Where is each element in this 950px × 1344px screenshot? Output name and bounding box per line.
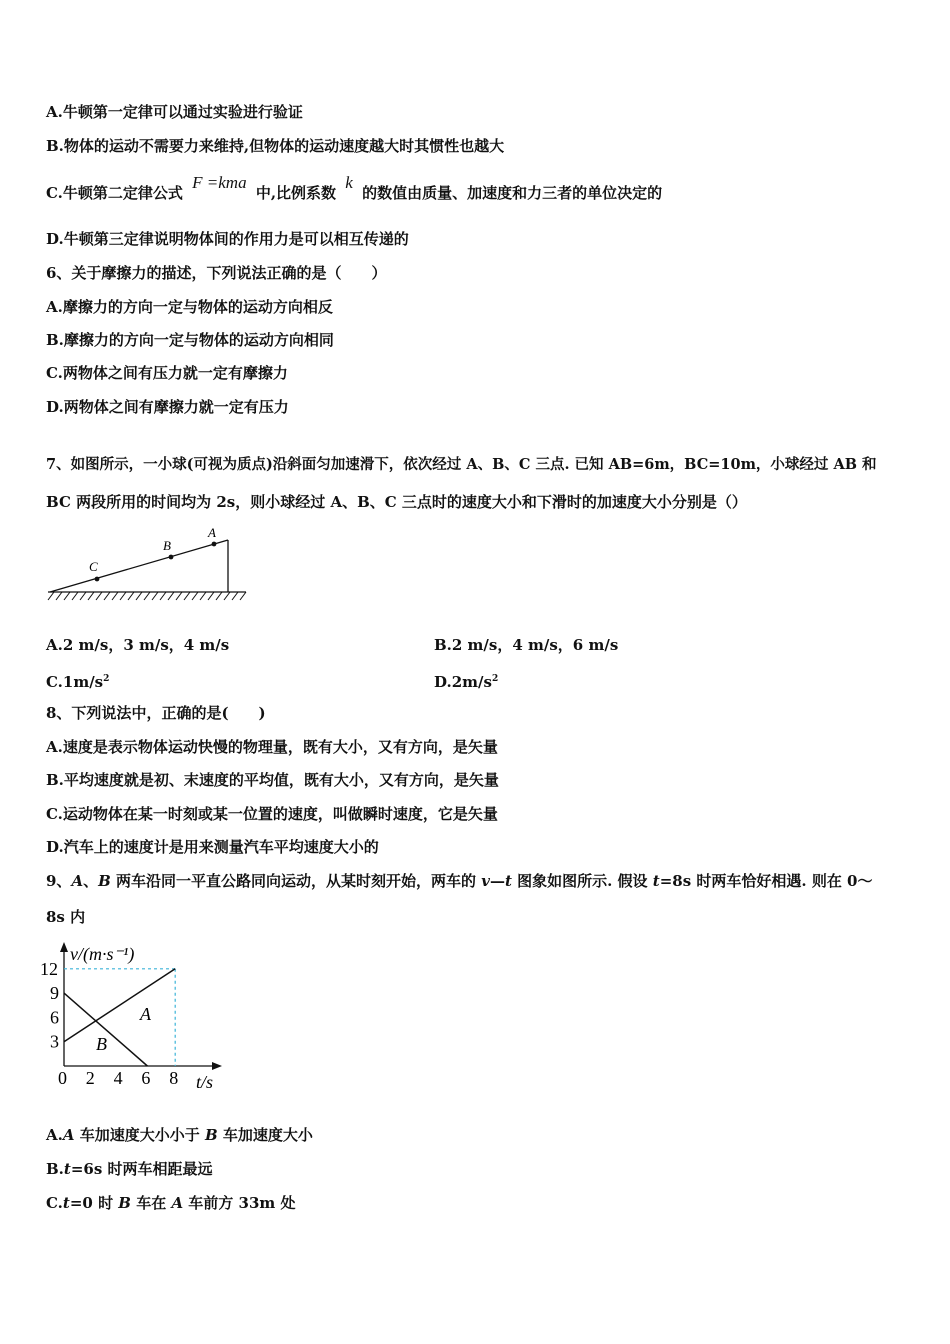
series-label-b: B (96, 1034, 107, 1054)
q8-option-d: D.汽车上的速度计是用来测量汽车平均速度大小的 (46, 838, 379, 856)
x-tick-label: 6 (141, 1068, 151, 1088)
q7-option-d-sup: 2 (491, 674, 499, 684)
q5-formula: F =kma (192, 173, 247, 192)
q7-option-c-sup: 2 (103, 674, 110, 684)
point-b (169, 555, 174, 560)
q9-text-3: =8s 时两车恰好相遇. 则在 0～ (659, 872, 873, 890)
q6-stem: 6、关于摩擦力的描述，下列说法正确的是（ ） (46, 264, 387, 282)
q9-option-a-car-a: A (62, 1126, 75, 1144)
q5-option-d: D.牛顿第三定律说明物体间的作用力是可以相互传递的 (46, 230, 409, 248)
point-a (212, 542, 217, 547)
y-tick-label: 6 (50, 1007, 59, 1028)
q9-t-2: t (652, 872, 660, 890)
x-tick-label: 2 (85, 1068, 95, 1088)
q8-option-b: B.平均速度就是初、末速度的平均值，既有大小，又有方向，是矢量 (46, 771, 499, 789)
q9-option-b-post: =6s 时两车相距最远 (70, 1160, 213, 1178)
q9-option-a-mid: 车加速度大小小于 (74, 1126, 205, 1144)
incline-figure (44, 522, 250, 606)
series-line-b (64, 993, 147, 1066)
q9-sep: 、 (83, 872, 99, 890)
q9-text-1: 两车沿同一平直公路同向运动，从某时刻开始，两车的 (110, 872, 482, 890)
q7-option-a: A.2 m/s，3 m/s，4 m/s (46, 636, 230, 654)
q5-option-c-pre: C.牛顿第二定律公式 (46, 184, 183, 202)
q9-option-c-t: t (62, 1194, 70, 1212)
q9-option-b-t: t (63, 1160, 71, 1178)
q7-option-d-text: D.2m/s (434, 673, 492, 691)
q8-option-a: A.速度是表示物体运动快慢的物理量，既有大小，又有方向，是矢量 (46, 738, 498, 756)
q7-option-d (434, 669, 498, 692)
y-tick-label: 12 (40, 958, 58, 979)
q9-dash: — (489, 872, 505, 890)
q9-option-a-pre: A. (46, 1126, 63, 1144)
q9-option-b (46, 1159, 213, 1179)
q5-option-c-mid: 中,比例系数 (255, 184, 337, 202)
q5-option-b: B.物体的运动不需要力来维持,但物体的运动速度越大时其惯性也越大 (46, 137, 505, 155)
x-axis-label: t/s (196, 1072, 214, 1092)
q9-car-a: A (71, 872, 84, 890)
y-tick-label: 3 (50, 1031, 59, 1052)
q9-option-c-mid: =0 时 (69, 1194, 119, 1212)
q8-stem: 8、下列说法中，正确的是( ) (46, 704, 266, 722)
q9-stem-line2: 8s 内 (46, 908, 86, 926)
label-a: A (208, 525, 216, 540)
q6-option-a: A.摩擦力的方向一定与物体的运动方向相反 (46, 298, 333, 316)
q9-option-c-car-b: B (118, 1194, 131, 1212)
q9-option-a-post: 车加速度大小 (217, 1126, 313, 1144)
q5-option-a: A.牛顿第一定律可以通过实验进行验证 (46, 103, 303, 121)
y-axis-label: v/(m·s⁻¹) (70, 944, 135, 964)
q9-option-c-car-a: A (171, 1194, 184, 1212)
series-line-a (64, 969, 175, 1042)
y-tick-label: 9 (50, 983, 59, 1004)
q7-stem-line2: BC 两段所用的时间均为 2s，则小球经过 A、B、C 三点时的速度大小和下滑时的加速度大小分别是（） (46, 493, 747, 511)
q6-option-c: C.两物体之间有压力就一定有摩擦力 (46, 364, 288, 382)
q9-t: t (504, 872, 512, 890)
q9-option-a (46, 1125, 313, 1145)
q9-option-c-post: 车前方 33m 处 (183, 1194, 296, 1212)
q9-stem-line1 (46, 871, 873, 891)
x-axis-arrow (212, 1062, 222, 1070)
q5-option-c-post: 的数值由质量、加速度和力三者的单位决定的 (362, 184, 663, 202)
label-c: C (89, 559, 98, 574)
q9-option-c (46, 1193, 296, 1213)
q5-option-c (46, 173, 663, 203)
y-axis-arrow (60, 942, 68, 952)
point-c (95, 577, 100, 582)
q6-option-d: D.两物体之间有摩擦力就一定有压力 (46, 398, 289, 416)
q9-number: 9、 (46, 872, 72, 890)
q7-option-b: B.2 m/s，4 m/s，6 m/s (434, 636, 619, 654)
q9-v: v (481, 872, 490, 890)
q7-option-c-text: C.1m/s (46, 673, 104, 691)
q7-option-c (46, 669, 109, 692)
label-b: B (163, 538, 171, 553)
series-label-a: A (140, 1004, 151, 1024)
q9-option-c-mid2: 车在 (130, 1194, 172, 1212)
x-tick-label: 0 (58, 1068, 67, 1088)
q8-option-c: C.运动物体在某一时刻或某一位置的速度，叫做瞬时速度，它是矢量 (46, 805, 498, 823)
x-tick-label: 8 (169, 1068, 179, 1088)
x-tick-label: 4 (113, 1068, 123, 1088)
q5-k: k (345, 173, 353, 192)
q9-text-2: 图象如图所示. 假设 (511, 872, 653, 890)
q9-option-b-pre: B. (46, 1160, 64, 1178)
vt-chart (40, 936, 240, 1094)
q9-car-b: B (98, 872, 111, 890)
q7-stem-line1: 7、如图所示，一小球(可视为质点)沿斜面匀加速滑下，依次经过 A、B、C 三点. 已知 AB=6m，BC=10m，小球经过 AB 和 (46, 456, 877, 473)
q9-option-c-pre: C. (46, 1194, 63, 1212)
q6-option-b: B.摩擦力的方向一定与物体的运动方向相同 (46, 331, 334, 349)
q9-option-a-car-b: B (204, 1126, 218, 1144)
